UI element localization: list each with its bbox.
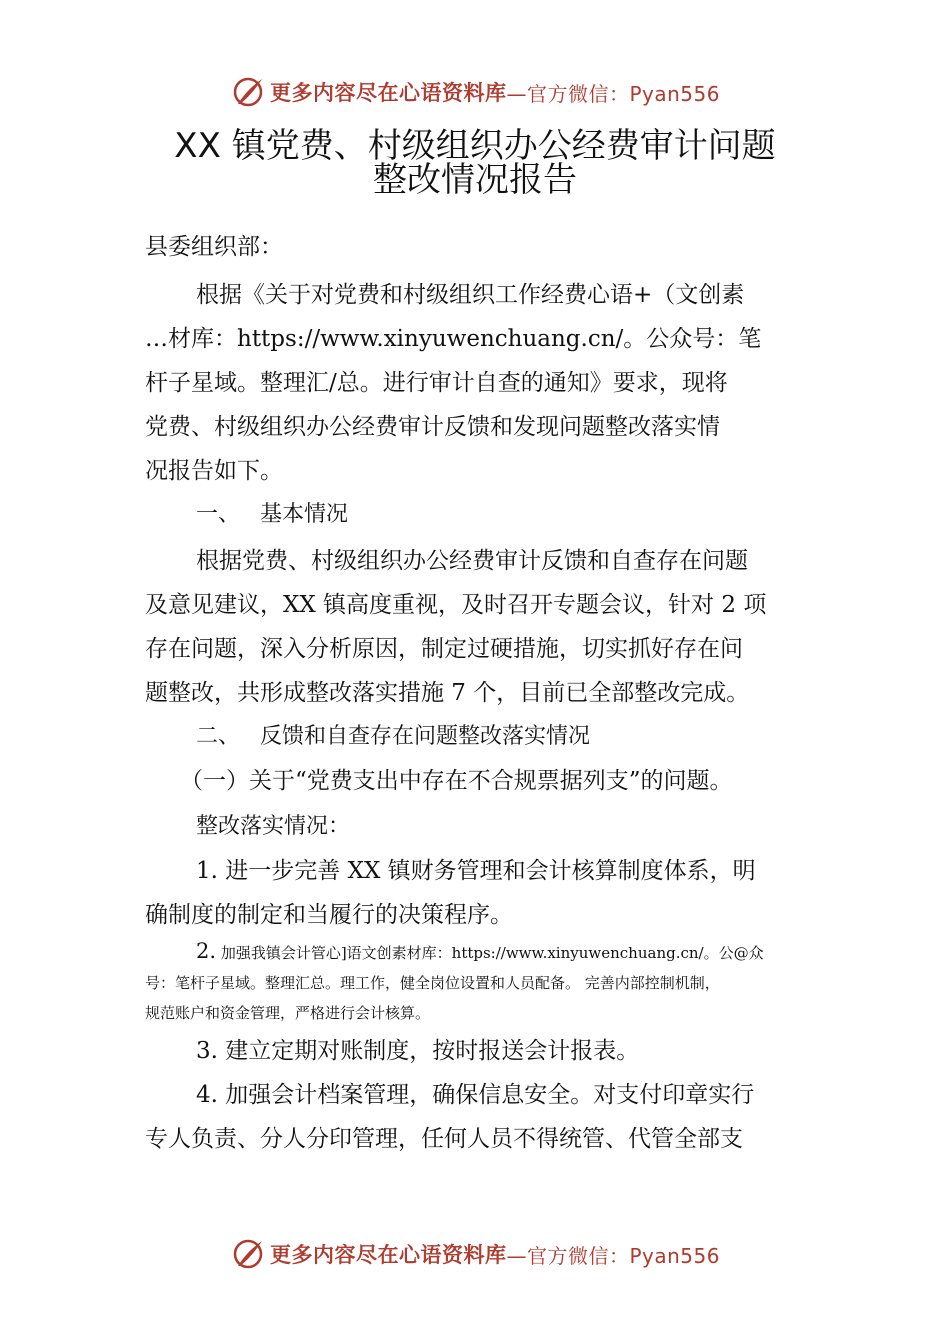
section1-line: 存在问题，深入分析原因，制定过硬措施，切实抓好存在问 [145, 636, 743, 662]
item2-number: 2. [196, 939, 217, 963]
footer-banner [0, 1234, 950, 1274]
section1-line: 根据党费、村级组织办公经费审计反馈和自查存在问题 [196, 548, 748, 574]
section1-line: 及意见建议，XX 镇高度重视，及时召开专题会议，针对 2 项 [145, 592, 767, 618]
item2-line: 号：笔杆子星域。整理汇总。理工作，健全岗位设置和人员配备。 完善内部控制机制， [145, 974, 720, 992]
section2-title: 反馈和自查存在问题整改落实情况 [260, 724, 591, 749]
section1-line: 题整改，共形成整改落实措施 7 个，目前已全部整改完成。 [145, 680, 750, 706]
page-title-line1: XX 镇党费、村级组织办公经费审计问题 [174, 126, 776, 166]
section2-number: 二、 [196, 724, 241, 749]
item4-line: 4. 加强会计档案管理，确保信息安全。对支付印章实行 [196, 1082, 755, 1108]
salutation: 县委组织部： [145, 234, 283, 260]
item2-line: 规范账户和资金管理，严格进行会计核算。 [145, 1004, 431, 1022]
intro-line: 党费、村级组织办公经费审计反馈和发现问题整改落实情 [145, 414, 720, 440]
section2-heading [196, 722, 590, 752]
item2-text: 加强我镇会计管心]语文创素材库：https://www.xinyuwenchuang.cn/。公@众 [216, 944, 764, 962]
header-banner [0, 72, 950, 112]
section2-sub1: （一）关于“党费支出中存在不合规票据列支”的问题。 [180, 768, 733, 794]
item3-line: 3. 建立定期对账制度，按时报送会计报表。 [196, 1038, 640, 1064]
banner-brand: 更多内容尽在心语资料库 [269, 80, 507, 105]
section1-number: 一、 [196, 502, 241, 527]
page-title-line2: 整改情况报告 [373, 160, 577, 200]
banner-contact: —官方微信：Pyan556 [506, 1243, 720, 1268]
banner-contact: —官方微信：Pyan556 [506, 81, 720, 106]
banner-brand: 更多内容尽在心语资料库 [269, 1242, 507, 1267]
measures-heading: 整改落实情况： [196, 814, 351, 839]
section1-heading [196, 500, 348, 530]
item2-line [196, 940, 866, 964]
intro-line: 根据《关于对党费和村级组织工作经费心语+（文创素 [196, 282, 745, 308]
quill-logo-icon [230, 1236, 266, 1272]
intro-line: 况报告如下。 [145, 458, 283, 484]
item4-line: 专人负责、分人分印管理，任何人员不得统管、代管全部支 [145, 1126, 743, 1152]
section1-title: 基本情况 [260, 502, 349, 527]
intro-line: 杆子星域。整理汇/总。进行审计自查的通知》要求，现将 [145, 370, 728, 396]
item1-line: 1. 进一步完善 XX 镇财务管理和会计核算制度体系，明 [196, 858, 756, 884]
intro-line: …材库：https://www.xinyuwenchuang.cn/。公众号：笔 [145, 326, 762, 352]
quill-logo-icon [230, 74, 266, 110]
item1-line: 确制度的制定和当履行的决策程序。 [145, 902, 513, 928]
